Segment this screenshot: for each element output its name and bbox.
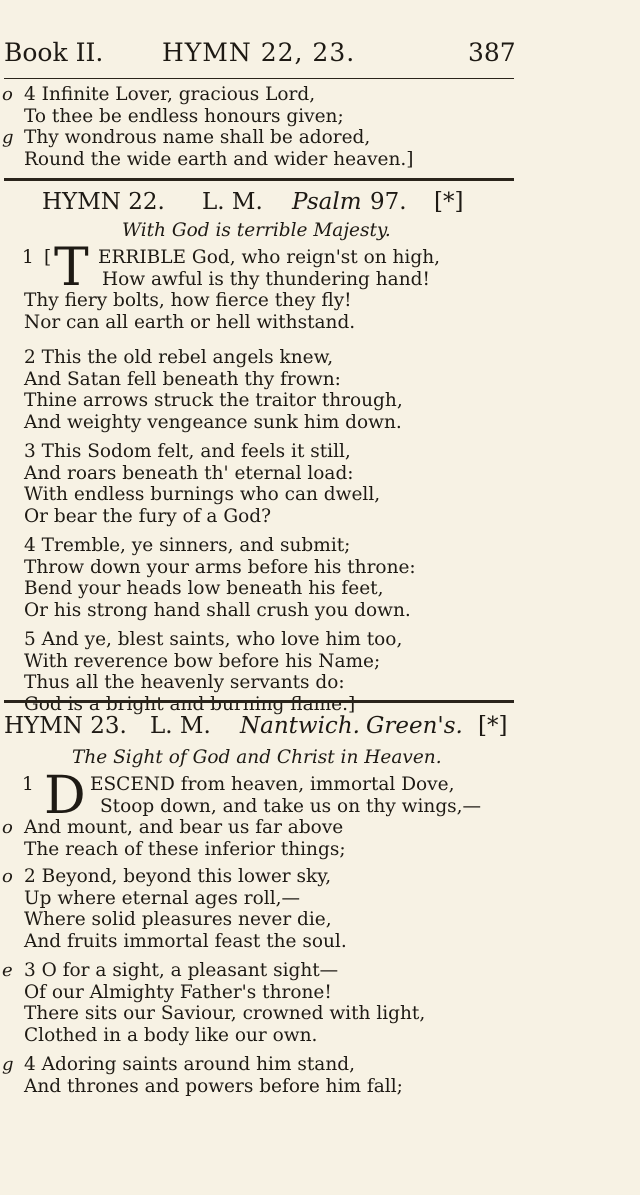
hymn-composer: Green's. (366, 713, 463, 739)
line-text: Round the wide earth and wider heaven.] (24, 148, 414, 170)
verse-number: 1 (22, 774, 34, 795)
line-text: ESCEND from heaven, immortal Dove, (90, 774, 455, 795)
book-label: Book II. (4, 38, 104, 67)
line-text: Up where eternal ages roll,— (24, 887, 300, 909)
verse-number: 1 (22, 247, 34, 268)
hymn-meter: L. M. (202, 189, 263, 215)
hymn-star-mark: [*] (478, 713, 508, 739)
line-text: Of our Almighty Father's throne! (24, 981, 332, 1003)
line-text: Bend your heads low beneath his feet, (24, 578, 384, 599)
line-text: 5 And ye, blest saints, who love him too, (24, 629, 403, 650)
running-header (4, 34, 514, 74)
hymn-22-subtitle: With God is terrible Majesty. (122, 220, 391, 241)
line-text: And roars beneath th' eternal load: (24, 462, 354, 484)
line-text: Or his strong hand shall crush you down. (24, 599, 411, 621)
stanza (0, 1054, 640, 1097)
hymn-meter: L. M. (150, 713, 211, 739)
line-text: And fruits immortal feast the soul. (24, 930, 347, 952)
line-text: Thus all the heavenly servants do: (24, 672, 345, 693)
hymn-source-number: 97. (370, 189, 407, 215)
line-text: 4 Adoring saints around him stand, (24, 1054, 355, 1075)
line-text: There sits our Saviour, crowned with light, (24, 1003, 426, 1024)
line-text: Where solid pleasures never die, (24, 909, 332, 930)
hymn-source: Psalm (292, 189, 362, 215)
dynamic-mark: o (2, 817, 13, 838)
verse-line (0, 84, 640, 106)
stanza (0, 866, 640, 952)
hymn-22-heading (0, 189, 640, 219)
dynamic-mark: e (2, 960, 13, 981)
line-text: 3 This Sodom felt, and feels it still, (24, 441, 351, 462)
line-text: And Satan fell beneath thy frown: (24, 368, 341, 390)
open-bracket: [ (44, 247, 52, 268)
line-text: Clothed in a body like our own. (24, 1024, 318, 1046)
verse-line (0, 106, 640, 128)
hymn-22-stanzas (0, 339, 640, 715)
hymn-number: HYMN 23. (4, 713, 127, 739)
page-title: HYMN 22, 23. (162, 38, 356, 67)
line-text: 2 Beyond, beyond this lower sky, (24, 866, 332, 887)
line-text: With reverence bow before his Name; (24, 650, 381, 672)
section-rule (4, 178, 514, 181)
line-text: And weighty vengeance sunk him down. (24, 411, 402, 433)
line-text: Thine arrows struck the traitor through, (24, 390, 403, 411)
hymn-22-verse-1 (0, 238, 640, 337)
stanza (0, 960, 640, 1046)
line-text: And thrones and powers before him fall; (24, 1075, 403, 1097)
line-text: The reach of these inferior things; (24, 838, 346, 860)
section-rule (4, 700, 514, 703)
dynamic-mark: g (2, 1054, 14, 1075)
line-text: To thee be endless honours given; (24, 105, 344, 127)
drop-cap: T (54, 238, 89, 298)
hymn-23-subtitle: The Sight of God and Christ in Heaven. (72, 747, 442, 768)
drop-cap: D (44, 766, 86, 826)
dynamic-mark: g (2, 127, 14, 148)
line-text: How awful is thy thundering hand! (102, 268, 430, 290)
prev-hymn-stanza (0, 84, 640, 170)
line-text: God is a bright and burning flame.] (24, 693, 356, 715)
line-text: 4 Infinite Lover, gracious Lord, (24, 84, 316, 105)
hymn-23-verse-1 (0, 766, 640, 864)
page-number: 387 (468, 38, 516, 67)
line-text: Nor can all earth or hell withstand. (24, 311, 356, 333)
line-text: Or bear the fury of a God? (24, 505, 272, 527)
line-text: With endless burnings who can dwell, (24, 484, 381, 505)
hymn-star-mark: [*] (434, 189, 464, 215)
line-text: Thy fiery bolts, how fierce they fly! (24, 290, 352, 311)
line-text: Throw down your arms before his throne: (24, 556, 416, 578)
verse-line (0, 127, 640, 149)
line-text: 3 O for a sight, a pleasant sight— (24, 960, 339, 981)
header-rule (4, 78, 514, 79)
line-text: 4 Tremble, ye sinners, and submit; (24, 535, 351, 556)
verse-line (0, 149, 640, 171)
dynamic-mark: o (2, 84, 13, 105)
stanza (0, 535, 640, 621)
stanza (0, 441, 640, 527)
hymn-23-stanzas (0, 858, 640, 1097)
line-text: And mount, and bear us far above (24, 817, 344, 838)
dynamic-mark: o (2, 866, 13, 887)
hymn-tune: Nantwich. (240, 713, 360, 739)
hymn-number: HYMN 22. (42, 189, 165, 215)
stanza (0, 347, 640, 433)
line-text: 2 This the old rebel angels knew, (24, 347, 334, 368)
line-text: Stoop down, and take us on thy wings,— (100, 795, 482, 817)
line-text: Thy wondrous name shall be adored, (24, 127, 371, 148)
line-text: ERRIBLE God, who reign'st on high, (98, 247, 440, 268)
hymn-23-heading (0, 713, 640, 743)
